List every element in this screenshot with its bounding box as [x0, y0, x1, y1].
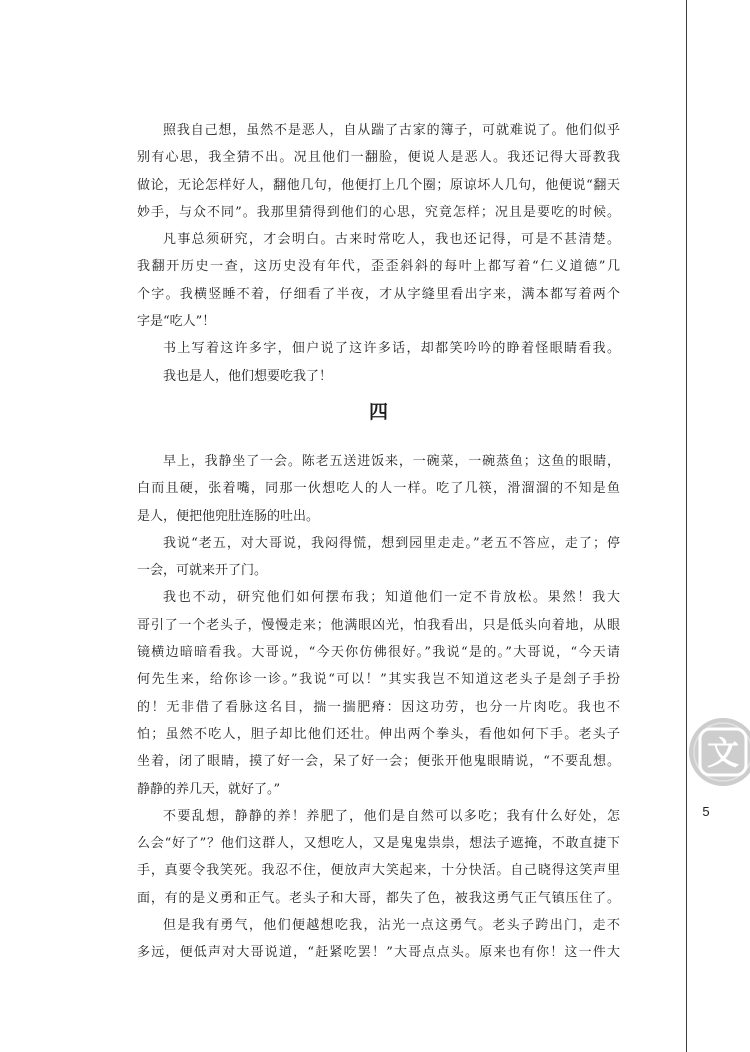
text-line: 不要乱想，静静的养！养肥了，他们是自然可以多吃；我有什么好处，怎 — [163, 808, 620, 824]
text-line: 么会“好了”？他们这群人，又想吃人，又是鬼鬼祟祟，想法子遮掩，不敢直捷下 — [137, 836, 620, 852]
text-line: 做论，无论怎样好人，翻他几句，他便打上几个圈；原谅坏人几句，他便说“翻天 — [137, 177, 620, 193]
text-line: 镜横边暗暗看我。大哥说，“今天你仿佛很好。”我说“是的。”大哥说，“今天请 — [137, 645, 620, 661]
chapter-heading: 四 — [368, 401, 388, 423]
text-line: 凡事总须研究，才会明白。古来时常吃人，我也还记得，可是不甚清楚。 — [163, 232, 620, 248]
publisher-seal-logo — [688, 716, 750, 788]
text-line: 字是“吃人”！ — [137, 314, 216, 330]
text-line: 但是我有勇气，他们便越想吃我，沾光一点这勇气。老头子跨出门，走不 — [163, 918, 620, 934]
paragraph — [137, 584, 620, 802]
margin-rule — [686, 0, 687, 1052]
text-line: 书上写着这许多字，佃户说了这许多话，却都笑吟吟的睁着怪眼睛看我。 — [163, 341, 620, 357]
seal-glyph: 文 — [706, 734, 740, 772]
paragraph — [137, 530, 620, 585]
text-line: 静静的养几天，就好了。” — [137, 781, 281, 797]
text-line: 哥引了一个老头子，慢慢走来；他满眼凶光，怕我看出，只是低头向着地，从眼 — [137, 617, 620, 633]
text-line: 白而且硬，张着嘴，同那一伙想吃人的人一样。吃了几筷，滑溜溜的不知是鱼 — [137, 481, 620, 497]
text-line: 是人，便把他兜肚连肠的吐出。 — [137, 508, 320, 524]
paragraph — [137, 226, 620, 335]
text-line: 手，真要令我笑死。我忍不住，便放声大笑起来，十分快活。自己晓得这笑声里 — [137, 863, 620, 879]
text-line: 个字。我横竖睡不着，仔细看了半夜，才从字缝里看出字来，满本都写着两个 — [137, 286, 620, 302]
text-line: 何先生来，给你诊一诊。”我说“可以！”其实我岂不知道这老头子是刽子手扮 — [137, 672, 620, 688]
text-line: 我翻开历史一查，这历史没有年代，歪歪斜斜的每叶上都写着“仁义道德”几 — [137, 259, 620, 275]
text-line: 一会，可就来开了门。 — [137, 563, 268, 579]
text-line: 别有心思，我全猜不出。况且他们一翻脸，便说人是恶人。我还记得大哥教我 — [137, 150, 620, 166]
text-line: 我说“老五，对大哥说，我闷得慌，想到园里走走。”老五不答应，走了；停 — [163, 535, 620, 551]
paragraph — [137, 363, 620, 390]
paragraph — [137, 335, 620, 362]
text-line: 怕；虽然不吃人，胆子却比他们还壮。伸出两个拳头，看他如何下手。老头子 — [137, 726, 620, 742]
text-line: 面，有的是义勇和正气。老头子和大哥，都失了色，被我这勇气正气镇压住了。 — [137, 890, 620, 906]
text-line: 的！无非借了看脉这名目，揣一揣肥瘠：因这功劳，也分一片肉吃。我也不 — [137, 699, 620, 715]
text-line: 早上，我静坐了一会。陈老五送进饭来，一碗菜，一碗蒸鱼；这鱼的眼睛， — [163, 454, 620, 469]
text-line: 妙手，与众不同”。我那里猜得到他们的心思，究竟怎样；况且是要吃的时候。 — [137, 204, 620, 220]
text-line: 坐着，闭了眼睛，摸了好一会，呆了好一会；便张开他鬼眼睛说，“不要乱想。 — [137, 754, 620, 770]
paragraph — [137, 117, 620, 226]
text-line: 多远，便低声对大哥说道，“赶紧吃罢！”大哥点点头。原来也有你！这一件大 — [137, 945, 620, 961]
paragraph — [137, 912, 620, 967]
text-line: 我也是人，他们想要吃我了！ — [163, 368, 333, 384]
text-block-upper — [137, 117, 620, 390]
paragraph — [137, 803, 620, 912]
paragraph — [137, 448, 620, 530]
text-block-lower — [137, 448, 620, 967]
text-line: 照我自己想，虽然不是恶人，自从踹了古家的簿子，可就难说了。他们似乎 — [163, 123, 620, 138]
page-number: 5 — [702, 804, 710, 819]
text-line: 我也不动，研究他们如何摆布我；知道他们一定不肯放松。果然！我大 — [163, 590, 620, 606]
